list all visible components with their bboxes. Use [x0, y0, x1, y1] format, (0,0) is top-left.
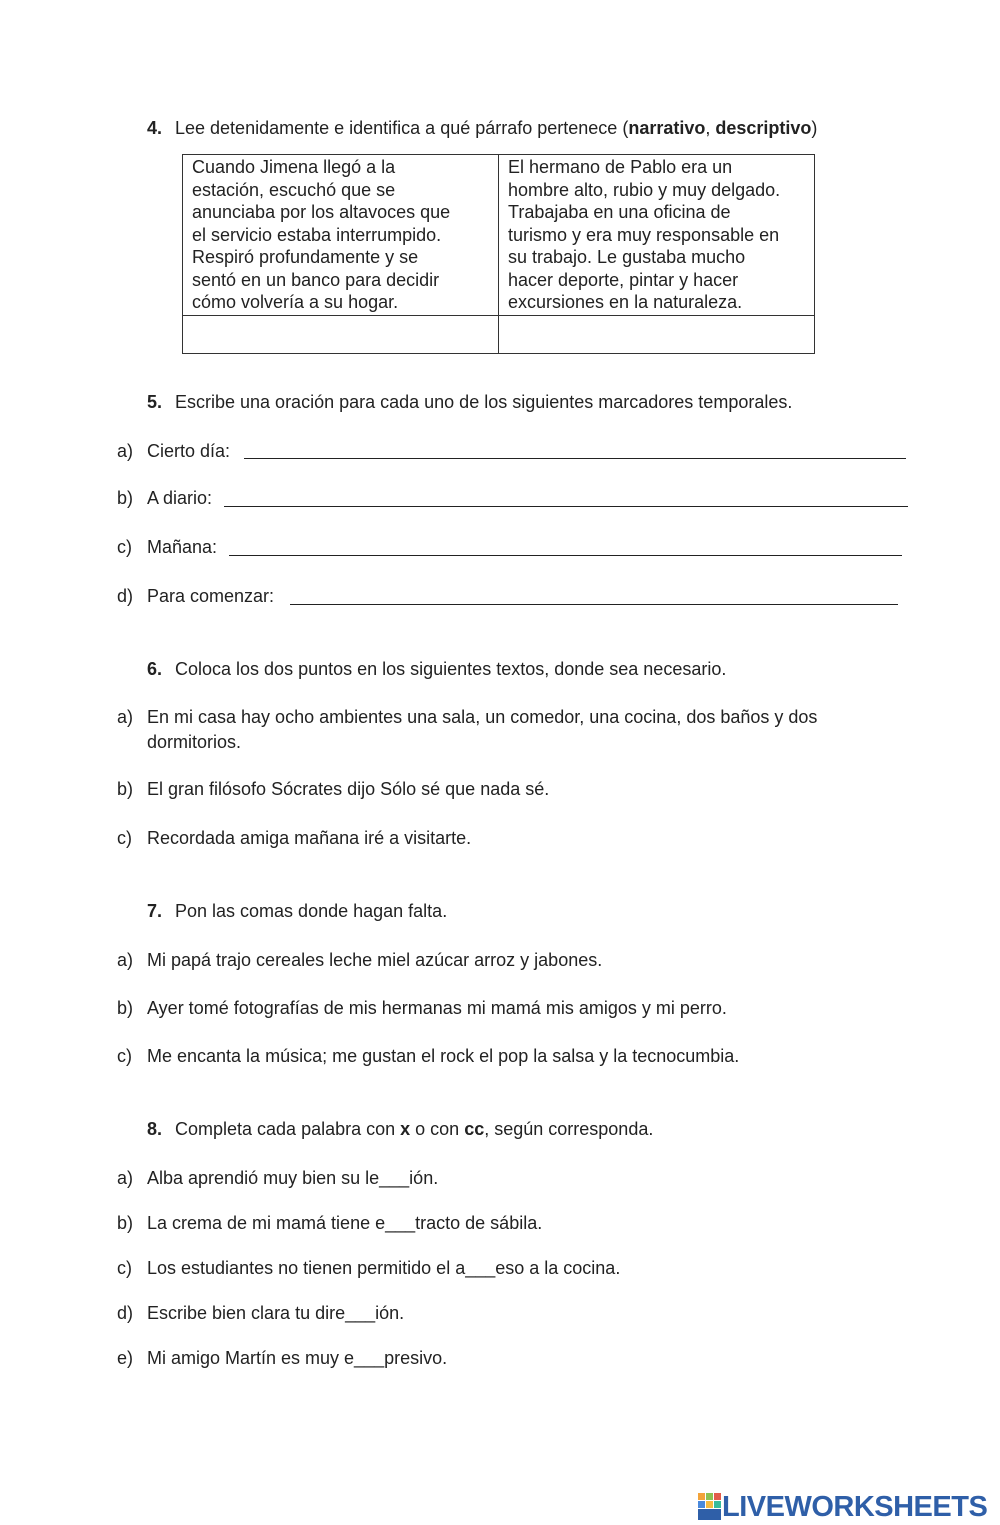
paragraph-table — [182, 154, 815, 354]
liveworksheets-icon — [698, 1493, 722, 1521]
q7-item-a: a) Mi papá trajo cereales leche miel azúcar arroz y jabones. — [117, 950, 603, 970]
q7-item-b: b) Ayer tomé fotografías de mis hermanas mi mamá mis amigos y mi perro. — [117, 998, 727, 1018]
q7-heading: 7. Pon las comas donde hagan falta. — [147, 901, 448, 921]
answer-cell-left[interactable] — [183, 315, 499, 353]
q5-heading: 5. Escribe una oración para cada uno de los siguientes marcadores temporales. — [147, 392, 793, 412]
narrative-paragraph: Cuando Jimena llegó a la estación, escuchó que se anunciaba por los altavoces que el servicio estaba interrumpido. Respiró profundamente y se sentó en un banco para decidir cómo volvería a su hogar. — [183, 155, 499, 316]
q6-item-a-cont: dormitorios. — [147, 732, 242, 752]
q8-item-e: e) Mi amigo Martín es muy e___presivo. — [117, 1348, 448, 1368]
q4-number: 4. — [147, 118, 163, 138]
q5-item-b: b) A diario: — [117, 488, 213, 508]
q8-heading: 8. Completa cada palabra con x o con cc, según corresponda. — [147, 1119, 654, 1139]
answer-line-b[interactable] — [224, 506, 908, 507]
q8-item-c: c) Los estudiantes no tienen permitido el a___eso a la cocina. — [117, 1258, 621, 1278]
q6-item-c: c) Recordada amiga mañana iré a visitarte. — [117, 828, 472, 848]
answer-line-a[interactable] — [244, 458, 906, 459]
answer-line-c[interactable] — [229, 555, 902, 556]
q5-item-a: a) Cierto día: — [117, 441, 231, 461]
q8-item-b: b) La crema de mi mamá tiene e___tracto de sábila. — [117, 1213, 543, 1233]
q6-item-b: b) El gran filósofo Sócrates dijo Sólo sé que nada sé. — [117, 779, 550, 799]
q5-item-d: d) Para comenzar: — [117, 586, 275, 606]
descriptive-paragraph: El hermano de Pablo era un hombre alto, rubio y muy delgado. Trabajaba en una oficina de turismo y era muy responsable en su trabajo. Le gustaba mucho hacer deporte, pintar y hacer excursiones en la naturaleza. — [499, 155, 815, 316]
brand-name: LIVEWORKSHEETS — [722, 1490, 988, 1523]
answer-cell-right[interactable] — [499, 315, 815, 353]
q5-item-c: c) Mañana: — [117, 537, 218, 557]
answer-line-d[interactable] — [290, 604, 898, 605]
q6-heading: 6. Coloca los dos puntos en los siguientes textos, donde sea necesario. — [147, 659, 727, 679]
q8-item-a: a) Alba aprendió muy bien su le___ión. — [117, 1168, 439, 1188]
q4-heading: 4. Lee detenidamente e identifica a qué párrafo pertenece (narrativo, descriptivo) — [147, 118, 818, 138]
liveworksheets-logo — [698, 1490, 987, 1524]
q7-item-c: c) Me encanta la música; me gustan el rock el pop la salsa y la tecnocumbia. — [117, 1046, 740, 1066]
q6-item-a: a) En mi casa hay ocho ambientes una sala, un comedor, una cocina, dos baños y dos — [117, 707, 818, 727]
q8-item-d: d) Escribe bien clara tu dire___ión. — [117, 1303, 405, 1323]
